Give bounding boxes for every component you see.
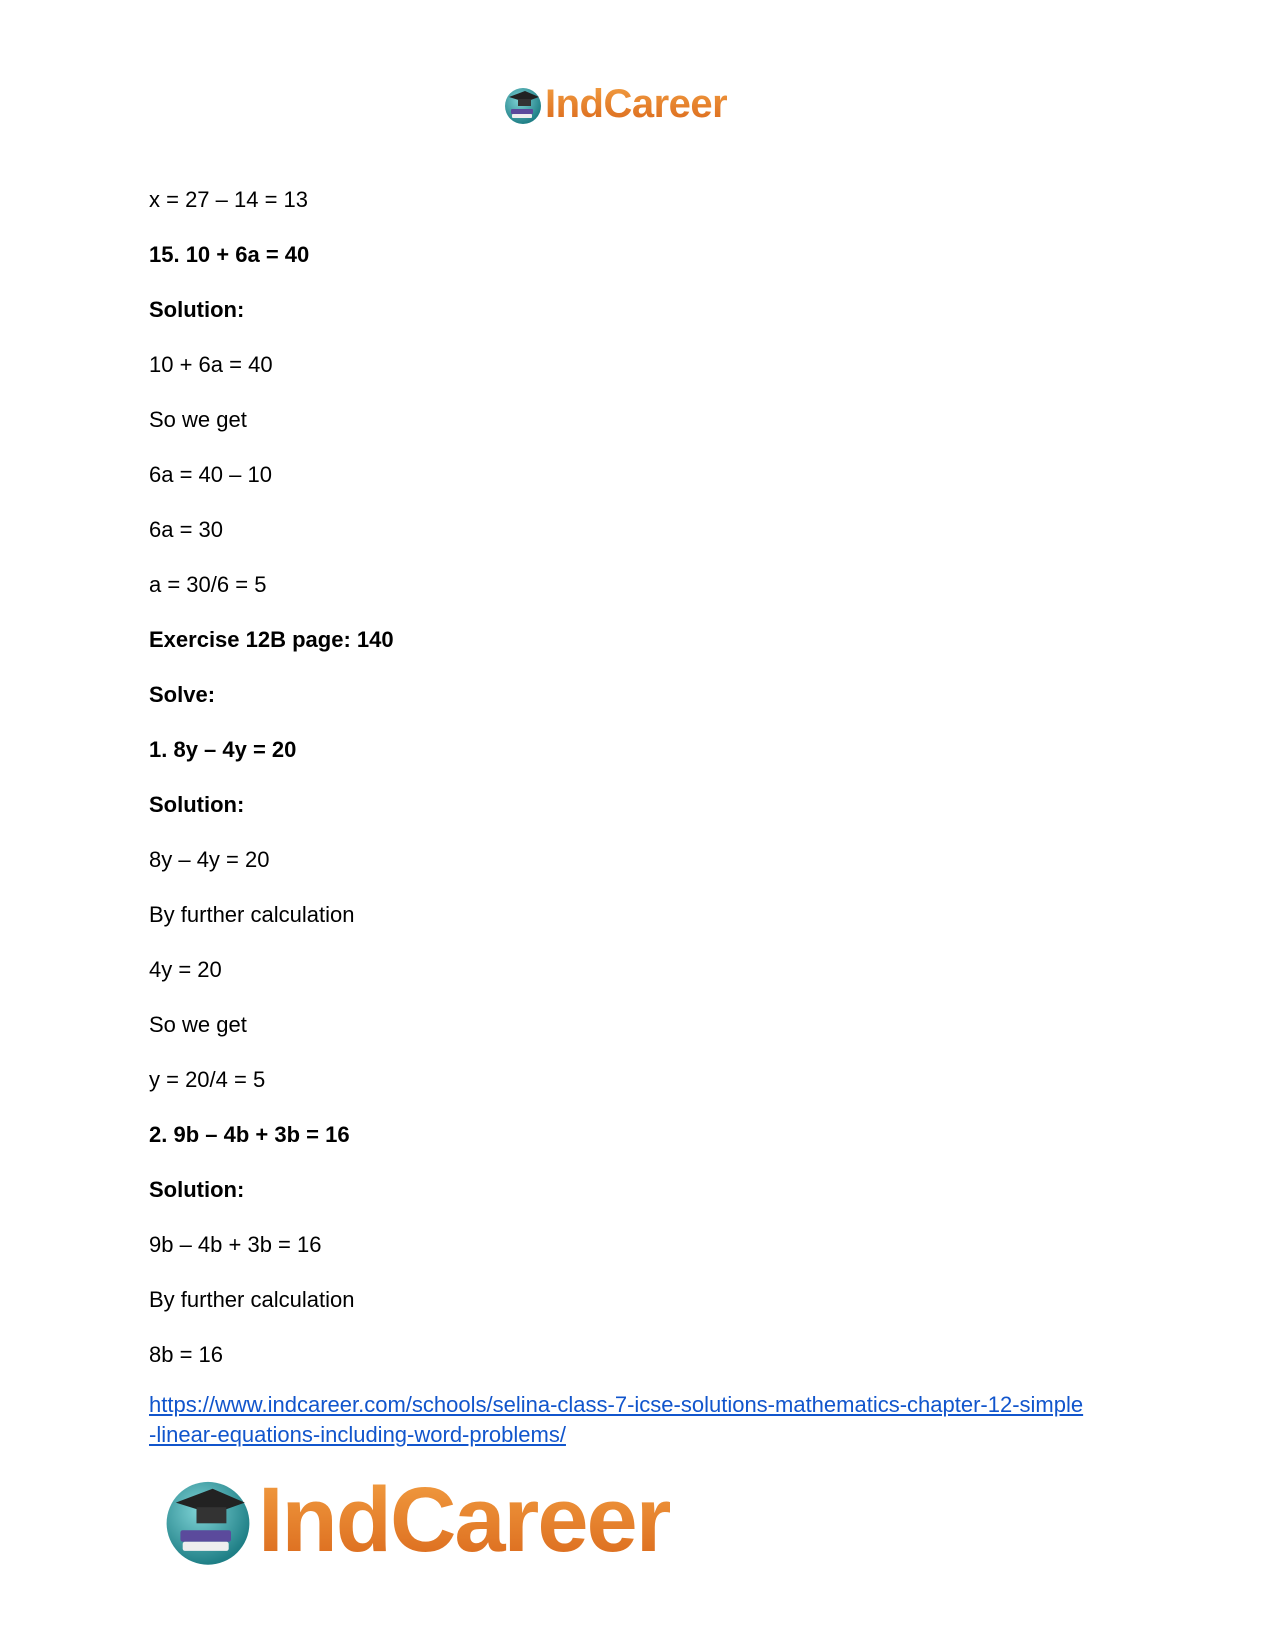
footer-logo — [162, 1468, 670, 1573]
text-line: 9b – 4b + 3b = 16 — [149, 1232, 322, 1257]
source-link-line-1[interactable]: https://www.indcareer.com/schools/selina-class-7-icse-solutions-mathematics-chapter-12-simple — [149, 1392, 1084, 1417]
heading-line: 1. 8y – 4y = 20 — [149, 737, 297, 762]
footer-logo-text: IndCareer — [258, 1469, 670, 1571]
heading-line: Exercise 12B page: 140 — [149, 627, 394, 652]
text-line: 10 + 6a = 40 — [149, 352, 273, 377]
text-line: 6a = 30 — [149, 517, 224, 542]
source-link[interactable] — [149, 1390, 1139, 1450]
graduation-cap-books-globe-icon — [162, 1475, 254, 1567]
source-link-line-2[interactable]: -linear-equations-including-word-problems/ — [149, 1422, 566, 1447]
text-line: So we get — [149, 1012, 247, 1037]
header-logo-text: IndCareer — [545, 82, 728, 126]
text-line: 4y = 20 — [149, 957, 222, 982]
document-body — [149, 172, 1129, 1382]
heading-line: Solution: — [149, 297, 245, 322]
heading-line: Solution: — [149, 792, 245, 817]
text-line: a = 30/6 = 5 — [149, 572, 267, 597]
text-line: 6a = 40 – 10 — [149, 462, 272, 487]
text-line: 8y – 4y = 20 — [149, 847, 270, 872]
text-line: By further calculation — [149, 902, 355, 927]
header-logo — [503, 82, 727, 127]
text-line: 8b = 16 — [149, 1342, 224, 1367]
text-line: So we get — [149, 407, 247, 432]
heading-line: 2. 9b – 4b + 3b = 16 — [149, 1122, 350, 1147]
heading-line: Solution: — [149, 1177, 245, 1202]
text-line: By further calculation — [149, 1287, 355, 1312]
heading-line: Solve: — [149, 682, 216, 707]
heading-line: 15. 10 + 6a = 40 — [149, 242, 310, 267]
graduation-cap-books-globe-icon — [503, 85, 543, 125]
text-line: x = 27 – 14 = 13 — [149, 187, 309, 212]
text-line: y = 20/4 = 5 — [149, 1067, 266, 1092]
